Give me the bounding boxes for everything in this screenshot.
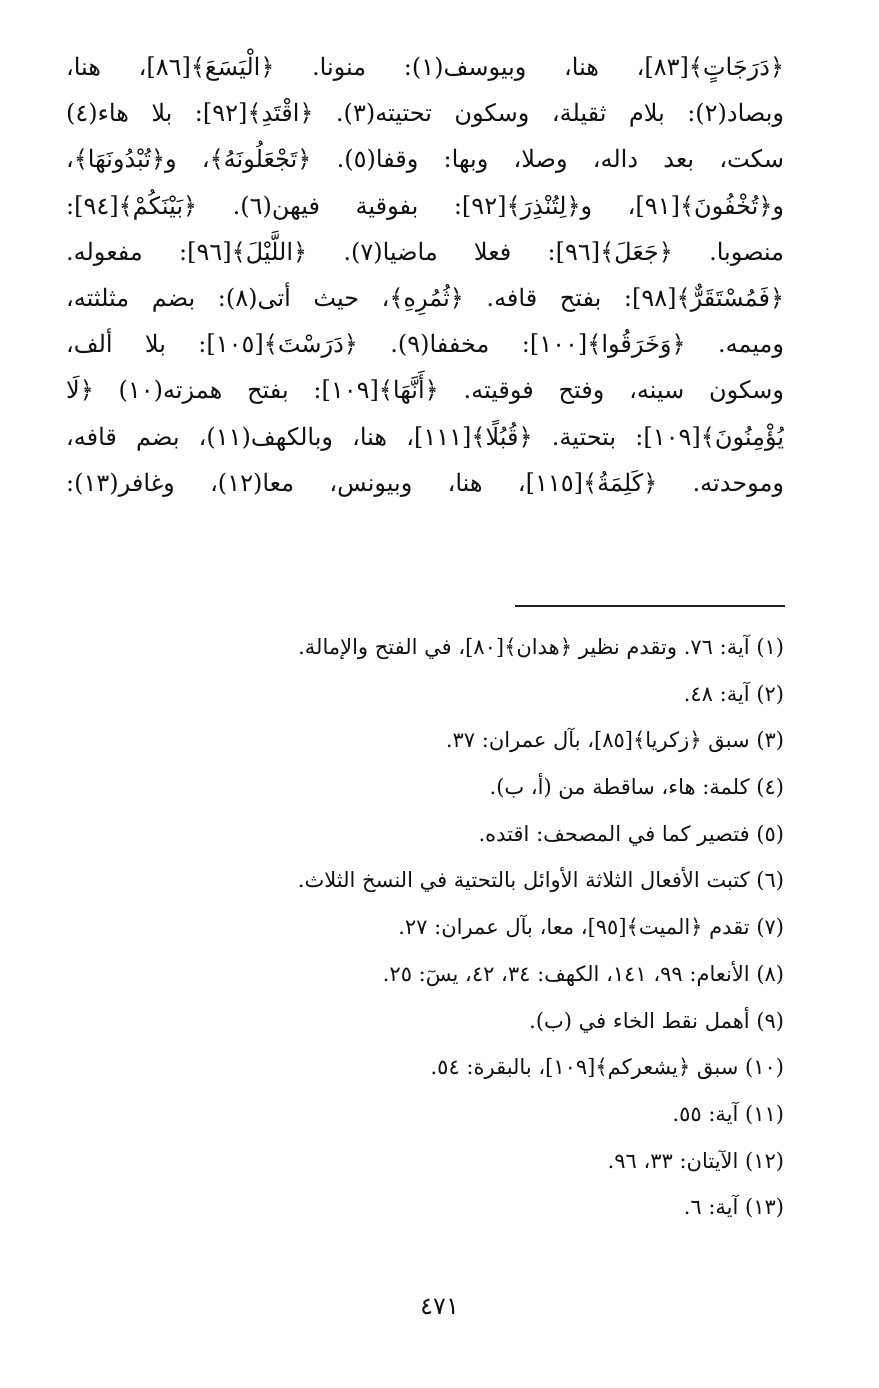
footnote: (٦) كتبت الأفعال الثلاثة الأوائل بالتحتية في النسخ الثلاث. — [297, 868, 784, 893]
text-line: ﴿فَمُسْتَقَرٌّ﴾[٩٨]: بفتح قافه. ﴿ثُمُرِهِ﴾، حيث أتى(٨): بضم مثلثته، — [66, 283, 784, 312]
text-line: ﴿دَرَجَاتٍ﴾[٨٣]، هنا، وبيوسف(١): منونا. ﴿الْيَسَعَ﴾[٨٦]، هنا، — [66, 53, 784, 81]
footnote: (٤) كلمة: هاء، ساقطة من (أ، ب). — [489, 775, 784, 800]
footnote: (٣) سبق ﴿زكريا﴾[٨٥]، بآل عمران: ٣٧. — [445, 728, 784, 753]
footnote: (١٣) آية: ٦. — [683, 1195, 784, 1220]
footnote: (١٢) الآيتان: ٣٣، ٩٦. — [607, 1148, 784, 1173]
text-line: منصوبا. ﴿جَعَلَ﴾[٩٦]: فعلا ماضيا(٧). ﴿اللَّيْلَ﴾[٩٦]: مفعوله. — [66, 237, 784, 266]
footnotes — [100, 624, 784, 1231]
main-text — [66, 44, 784, 506]
text-line: و﴿تُخْفُونَ﴾[٩١]، و﴿لِتُنْذِرَ﴾[٩٢]: بفوقية فيهن(٦). ﴿بَيْنَكُمْ﴾[٩٤]: — [66, 191, 784, 220]
footnote-divider — [515, 605, 785, 607]
footnote: (١٠) سبق ﴿يشعركم﴾[١٠٩]، بالبقرة: ٥٤. — [430, 1055, 784, 1080]
text-line: يُؤْمِنُونَ﴾[١٠٩]: بتحتية. ﴿قُبُلًا﴾[١١١]، هنا، وبالكهف(١١)، بضم قافه، — [66, 422, 784, 451]
text-line: وميمه. ﴿وَخَرَقُوا﴾[١٠٠]: مخففا(٩). ﴿دَرَسْتَ﴾[١٠٥]: بلا ألف، — [66, 330, 784, 359]
footnote: (٩) أهمل نقط الخاء في (ب). — [529, 1008, 784, 1033]
footnote: (١١) آية: ٥٥. — [672, 1101, 784, 1126]
footnote: (١) آية: ٧٦. وتقدم نظير ﴿هدان﴾[٨٠]، في الفتح والإمالة. — [298, 635, 784, 659]
footnote: (٧) تقدم ﴿الميت﴾[٩٥]، معا، بآل عمران: ٢٧. — [398, 915, 784, 940]
text-line: وموحدته. ﴿كَلِمَةُ﴾[١١٥]، هنا، وبيونس، معا(١٢)، وغافر(١٣): — [66, 468, 784, 497]
footnote: (٥) فتصير كما في المصحف: اقتده. — [478, 821, 784, 846]
text-line: وبصاد(٢): بلام ثقيلة، وسكون تحتيته(٣). ﴿اقْتَدِ﴾[٩٢]: بلا هاء(٤) — [66, 99, 784, 128]
footnote: (٢) آية: ٤٨. — [683, 681, 784, 706]
text-line: وسكون سينه، وفتح فوقيته. ﴿أَنَّهَا﴾[١٠٩]: بفتح همزته(١٠) ﴿لَا — [66, 376, 784, 405]
footnote: (٨) الأنعام: ٩٩، ١٤١، الكهف: ٣٤، ٤٢، يسٓ: ٢٥. — [382, 961, 784, 986]
text-line: سكت، بعد داله، وصلا، وبها: وقفا(٥). ﴿تَجْعَلُونَهُ﴾، و﴿تُبْدُونَهَا﴾، — [66, 145, 784, 174]
page-number: ٤٧١ — [420, 1292, 459, 1320]
